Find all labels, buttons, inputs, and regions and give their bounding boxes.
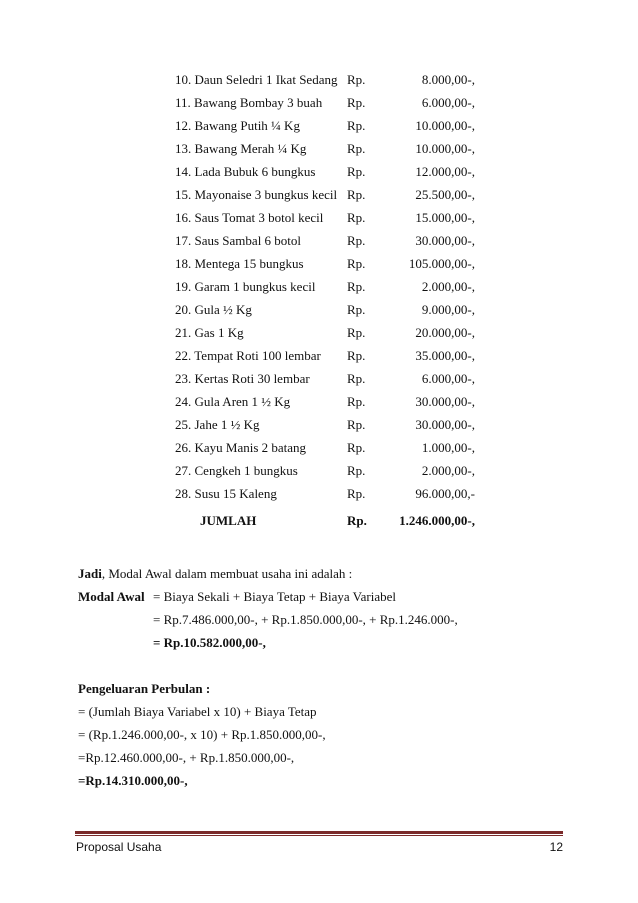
list-item xyxy=(175,114,475,137)
list-item xyxy=(175,160,475,183)
item-name: 17. Saus Sambal 6 botol xyxy=(175,233,302,248)
list-item xyxy=(175,413,475,436)
list-item xyxy=(175,68,475,91)
item-name: 24. Gula Aren 1 ½ Kg xyxy=(175,394,291,409)
item-amount: 12.000,00-, xyxy=(415,164,475,179)
item-amount: 35.000,00-, xyxy=(415,348,475,363)
item-currency: Rp. xyxy=(347,118,366,133)
item-amount: 2.000,00-, xyxy=(421,279,475,294)
list-item xyxy=(175,367,475,390)
item-name: 16. Saus Tomat 3 botol kecil xyxy=(175,210,324,225)
pengeluaran-sum: =Rp.12.460.000,00-, + Rp.1.850.000,00-, xyxy=(78,750,295,765)
pengeluaran-heading: Pengeluaran Perbulan : xyxy=(78,681,211,696)
item-currency: Rp. xyxy=(347,256,366,271)
modal-result: = Rp.10.582.000,00-, xyxy=(153,635,266,650)
item-name: 22. Tempat Roti 100 lembar xyxy=(175,348,321,363)
item-currency: Rp. xyxy=(347,210,366,225)
page-number: 12 xyxy=(549,840,563,854)
item-name: 10. Daun Seledri 1 Ikat Sedang xyxy=(175,72,338,87)
item-name: 28. Susu 15 Kaleng xyxy=(175,486,277,501)
item-name: 19. Garam 1 bungkus kecil xyxy=(175,279,316,294)
item-currency: Rp. xyxy=(347,394,366,409)
item-amount: 2.000,00-, xyxy=(421,463,475,478)
list-item xyxy=(175,321,475,344)
item-amount: 30.000,00-, xyxy=(415,394,475,409)
list-item xyxy=(175,436,475,459)
item-currency: Rp. xyxy=(347,417,366,432)
modal-values: = Rp.7.486.000,00-, + Rp.1.850.000,00-, + Rp.1.246.000-, xyxy=(153,612,458,627)
item-amount: 15.000,00-, xyxy=(415,210,475,225)
item-name: 15. Mayonaise 3 bungkus kecil xyxy=(175,187,338,202)
item-currency: Rp. xyxy=(347,279,366,294)
item-amount: 9.000,00-, xyxy=(421,302,475,317)
jadi-line xyxy=(78,562,352,585)
item-name: 20. Gula ½ Kg xyxy=(175,302,252,317)
footer-title: Proposal Usaha xyxy=(76,840,162,854)
total-row xyxy=(200,509,475,532)
item-name: 23. Kertas Roti 30 lembar xyxy=(175,371,310,386)
footer-rule-thick xyxy=(75,831,563,834)
total-currency: Rp. xyxy=(347,513,367,528)
item-currency: Rp. xyxy=(347,302,366,317)
list-item xyxy=(175,482,475,505)
item-currency: Rp. xyxy=(347,371,366,386)
list-item xyxy=(175,275,475,298)
list-item xyxy=(175,91,475,114)
item-name: 26. Kayu Manis 2 batang xyxy=(175,440,307,455)
item-currency: Rp. xyxy=(347,187,366,202)
item-name: 25. Jahe 1 ½ Kg xyxy=(175,417,260,432)
item-name: 27. Cengkeh 1 bungkus xyxy=(175,463,298,478)
modal-formula: = Biaya Sekali + Biaya Tetap + Biaya Variabel xyxy=(153,589,396,604)
jadi-rest: , Modal Awal dalam membuat usaha ini adalah : xyxy=(101,566,353,581)
item-amount: 10.000,00-, xyxy=(415,118,475,133)
item-amount: 25.500,00-, xyxy=(415,187,475,202)
pengeluaran-result: =Rp.14.310.000,00-, xyxy=(78,773,188,788)
item-amount: 105.000,00-, xyxy=(408,256,475,271)
item-name: 18. Mentega 15 bungkus xyxy=(175,256,304,271)
item-amount: 20.000,00-, xyxy=(415,325,475,340)
item-amount: 30.000,00-, xyxy=(415,417,475,432)
item-amount: 30.000,00-, xyxy=(415,233,475,248)
item-currency: Rp. xyxy=(347,95,366,110)
item-currency: Rp. xyxy=(347,440,366,455)
item-amount: 10.000,00-, xyxy=(415,141,475,156)
item-amount: 6.000,00-, xyxy=(421,371,475,386)
item-currency: Rp. xyxy=(347,325,366,340)
pengeluaran-formula: = (Jumlah Biaya Variabel x 10) + Biaya Tetap xyxy=(78,704,317,719)
list-item xyxy=(175,137,475,160)
list-item xyxy=(175,206,475,229)
list-item xyxy=(175,229,475,252)
list-item xyxy=(175,459,475,482)
item-name: 13. Bawang Merah ¼ Kg xyxy=(175,141,307,156)
total-label: JUMLAH xyxy=(200,513,257,528)
page-footer xyxy=(76,839,563,855)
item-currency: Rp. xyxy=(347,141,366,156)
item-amount: 96.000,00,- xyxy=(415,486,475,501)
item-currency: Rp. xyxy=(347,348,366,363)
list-item xyxy=(175,390,475,413)
footer-rule-thin xyxy=(75,835,563,836)
item-name: 21. Gas 1 Kg xyxy=(175,325,244,340)
item-name: 14. Lada Bubuk 6 bungkus xyxy=(175,164,316,179)
item-name: 12. Bawang Putih ¼ Kg xyxy=(175,118,300,133)
item-currency: Rp. xyxy=(347,463,366,478)
list-item xyxy=(175,252,475,275)
total-amount: 1.246.000,00-, xyxy=(399,513,475,528)
item-currency: Rp. xyxy=(347,164,366,179)
item-currency: Rp. xyxy=(347,486,366,501)
list-item xyxy=(175,298,475,321)
modal-awal-label: Modal Awal xyxy=(78,589,145,604)
item-list xyxy=(175,68,475,505)
item-currency: Rp. xyxy=(347,72,366,87)
item-currency: Rp. xyxy=(347,233,366,248)
list-item xyxy=(175,344,475,367)
item-amount: 1.000,00-, xyxy=(421,440,475,455)
item-name: 11. Bawang Bombay 3 buah xyxy=(175,95,323,110)
item-amount: 6.000,00-, xyxy=(421,95,475,110)
item-amount: 8.000,00-, xyxy=(421,72,475,87)
pengeluaran-values: = (Rp.1.246.000,00-, x 10) + Rp.1.850.000,00-, xyxy=(78,727,326,742)
list-item xyxy=(175,183,475,206)
jadi-bold: Jadi xyxy=(78,566,102,581)
